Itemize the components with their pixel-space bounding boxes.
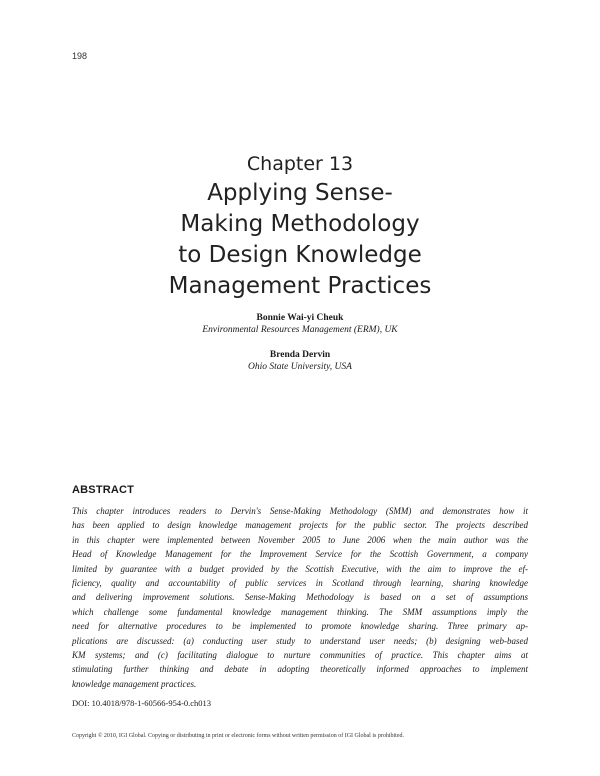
abstract-line: in this chapter were implemented between November 2005 to June 2006 when the main author was the xyxy=(72,534,528,545)
abstract-line: which challenge some fundamental knowledge management thinking. The SMM assumptions imply the xyxy=(72,606,528,617)
abstract-line: has been applied to design knowledge management projects for the public sector. The projects described xyxy=(72,520,528,531)
copyright-notice: Copyright © 2010, IGI Global. Copying or distributing in print or electronic forms without written permission of IGI Global is prohibited. xyxy=(72,733,405,739)
abstract-line: knowledge management practices. xyxy=(72,678,197,689)
chapter-title-line: Applying Sense- xyxy=(207,180,393,206)
abstract-line: This chapter introduces readers to Dervin's Sense-Making Methodology (SMM) and demonstrates how it xyxy=(72,506,528,516)
page-number: 198 xyxy=(72,51,88,61)
abstract-line: stimulating further thinking and debate in adopting theoretically informed approaches to implement xyxy=(72,664,528,675)
chapter-label: Chapter 13 xyxy=(246,153,354,175)
chapter-title-line: Making Methodology xyxy=(180,211,420,237)
author-affiliation: Environmental Resources Management (ERM), UK xyxy=(202,325,398,335)
author-name: Bonnie Wai-yi Cheuk xyxy=(256,313,344,323)
abstract-line: plications are discussed: (a) conducting user study to understand user needs; (b) designing web-based xyxy=(72,635,528,646)
doi: DOI: 10.4018/978-1-60566-954-0.ch013 xyxy=(72,698,212,708)
author-affiliation: Ohio State University, USA xyxy=(248,362,352,372)
abstract-line: limited by guarantee with a budget provided by the Scottish Executive, with the aim to improve the ef- xyxy=(72,563,528,574)
author-name: Brenda Dervin xyxy=(269,350,331,360)
chapter-title-line: Management Practices xyxy=(168,273,432,299)
chapter-title xyxy=(0,178,600,302)
abstract-line: ficiency, quality and accountability of public services in Scotland through learning, sharing knowledge xyxy=(72,577,528,588)
abstract-line: and delivering improvement solutions. Sense-Making Methodology is based on a set of assumptions xyxy=(72,592,528,603)
abstract-heading: ABSTRACT xyxy=(72,484,135,496)
abstract-line: KM systems; and (c) facilitating dialogue to nurture communities of practice. This chapter aims at xyxy=(72,649,528,660)
abstract-line: Head of Knowledge Management for the Improvement Service for the Scottish Government, a company xyxy=(72,549,528,560)
chapter-title-line: to Design Knowledge xyxy=(178,242,422,268)
abstract-line: need for alternative procedures to be implemented to promote knowledge sharing. Three primary ap- xyxy=(72,621,528,632)
abstract-body xyxy=(72,504,528,691)
